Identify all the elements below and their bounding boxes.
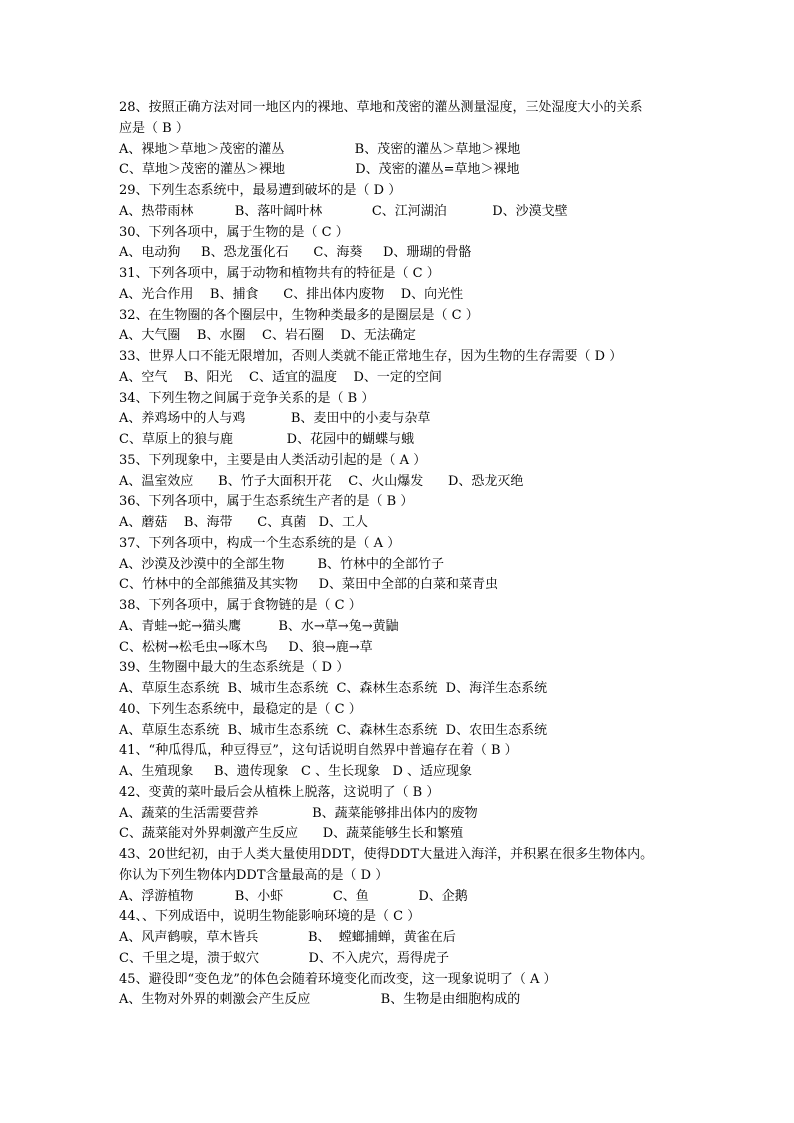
text-line: 36、下列各项中，属于生态系统生产者的是（ B ） <box>119 494 414 510</box>
text-line: A、蔬菜的生活需要营养 B、蔬菜能够排出体内的废物 <box>119 805 478 821</box>
text-line: A、草原生态系统 B、城市生态系统 C、森林生态系统 D、海洋生态系统 <box>119 681 548 696</box>
text-line: 35、下列现象中，主要是由人类活动引起的是（ A ） <box>119 452 427 468</box>
text-line: 44、、下列成语中，说明生物能影响环境的是（ C ） <box>119 909 421 925</box>
text-line: 40、下列生态系统中，最稳定的是（ C ） <box>119 701 362 717</box>
text-line: C、草地＞茂密的灌丛＞裸地 D、茂密的灌丛=草地＞裸地 <box>119 162 520 178</box>
text-line: A、蘑菇 B、海带 C、真菌 D、工人 <box>119 515 369 530</box>
text-line: A、草原生态系统 B、城市生态系统 C、森林生态系统 D、农田生态系统 <box>119 722 548 738</box>
text-line: A、风声鹤唳，草木皆兵 B、 螳螂捕蝉，黄雀在后 <box>119 930 456 945</box>
text-line: C、竹林中的全部熊猫及其实物 D、菜田中全部的白菜和菜青虫 <box>119 577 499 593</box>
text-line: A、沙漠及沙漠中的全部生物 B、竹林中的全部竹子 <box>119 556 445 572</box>
text-line: A、光合作用 B、捕食 C、排出体内废物 D、向光性 <box>119 286 464 302</box>
text-line: 38、下列各项中，属于食物链的是（ C ） <box>119 598 362 613</box>
text-line: 31、下列各项中，属于动物和植物共有的特征是（ C ） <box>119 266 440 281</box>
text-line: 应是（ B ） <box>119 120 189 136</box>
text-line: 37、下列各项中，构成一个生态系统的是（ A ） <box>119 535 401 551</box>
text-line: C、松树→松毛虫→啄木鸟 D、狼→鹿→草 <box>119 639 373 655</box>
text-line: C、蔬菜能对外界刺激产生反应 D、蔬菜能够生长和繁殖 <box>119 826 464 842</box>
text-line: 你认为下列生物体内DDT含量最高的是（ D ） <box>119 867 389 883</box>
text-line: 28、按照正确方法对同一地区内的裸地、草地和茂密的灌丛测量湿度，三处湿度大小的关系 <box>119 100 643 115</box>
text-line: A、浮游植物 B、小虾 C、鱼 D、企鹅 <box>119 888 468 904</box>
text-line: A、生殖现象 B、遗传现象 C 、生长现象 D 、适应现象 <box>119 764 473 779</box>
text-line: A、养鸡场中的人与鸡 B、麦田中的小麦与杂草 <box>119 411 431 427</box>
text-line: A、裸地＞草地＞茂密的灌丛 B、茂密的灌丛＞草地＞裸地 <box>119 141 521 157</box>
document-page <box>119 98 679 1011</box>
text-line: A、温室效应 B、竹子大面积开花 C、火山爆发 D、恐龙灭绝 <box>119 473 524 489</box>
text-line: 34、下列生物之间属于竞争关系的是（ B ） <box>119 390 375 406</box>
text-line: A、青蛙→蛇→猫头鹰 B、水→草→兔→黄鼬 <box>119 618 399 634</box>
text-line: 29、下列生态系统中，最易遭到破坏的是（ D ） <box>119 183 402 198</box>
text-line: 39、生物圈中最大的生态系统是（ D ） <box>119 660 350 676</box>
text-line: 30、下列各项中，属于生物的是（ C ） <box>119 224 349 240</box>
text-line: 41、“种瓜得瓜，种豆得豆”，这句话说明自然界中普遍存在着（ B ） <box>119 743 518 759</box>
text-line: C、草原上的狼与鹿 D、花园中的蝴蝶与蛾 <box>119 432 415 447</box>
text-line: C、千里之堤，溃于蚁穴 D、不入虎穴，焉得虎子 <box>119 950 449 966</box>
text-line: 45、避役即“变色龙”的体色会随着环境变化而改变，这一现象说明了（ A ） <box>119 971 557 987</box>
text-line: A、电动狗 B、恐龙蛋化石 C、海葵 D、珊瑚的骨骼 <box>119 245 472 261</box>
text-line: 42、变黄的菜叶最后会从植株上脱落，这说明了（ B ） <box>119 784 440 800</box>
text-line: 33、世界人口不能无限增加，否则人类就不能正常地生存，因为生物的生存需要（ D ） <box>119 349 623 364</box>
text-line: 43、20世纪初，由于人类大量使用DDT，使得DDT大量进入海洋，并积累在很多生物体内。 <box>119 847 654 862</box>
text-line: A、大气圈 B、水圈 C、岩石圈 D、无法确定 <box>119 328 416 344</box>
text-line: A、生物对外界的刺激会产生反应 B、生物是由细胞构成的 <box>119 992 521 1008</box>
text-line: 32、在生物圈的各个圈层中，生物种类最多的是圈层是（ C ） <box>119 307 479 323</box>
text-line: A、热带雨林 B、落叶阔叶林 C、江河湖泊 D、沙漠戈壁 <box>119 203 568 219</box>
text-line: A、空气 B、阳光 C、适宜的温度 D、一定的空间 <box>119 369 442 385</box>
